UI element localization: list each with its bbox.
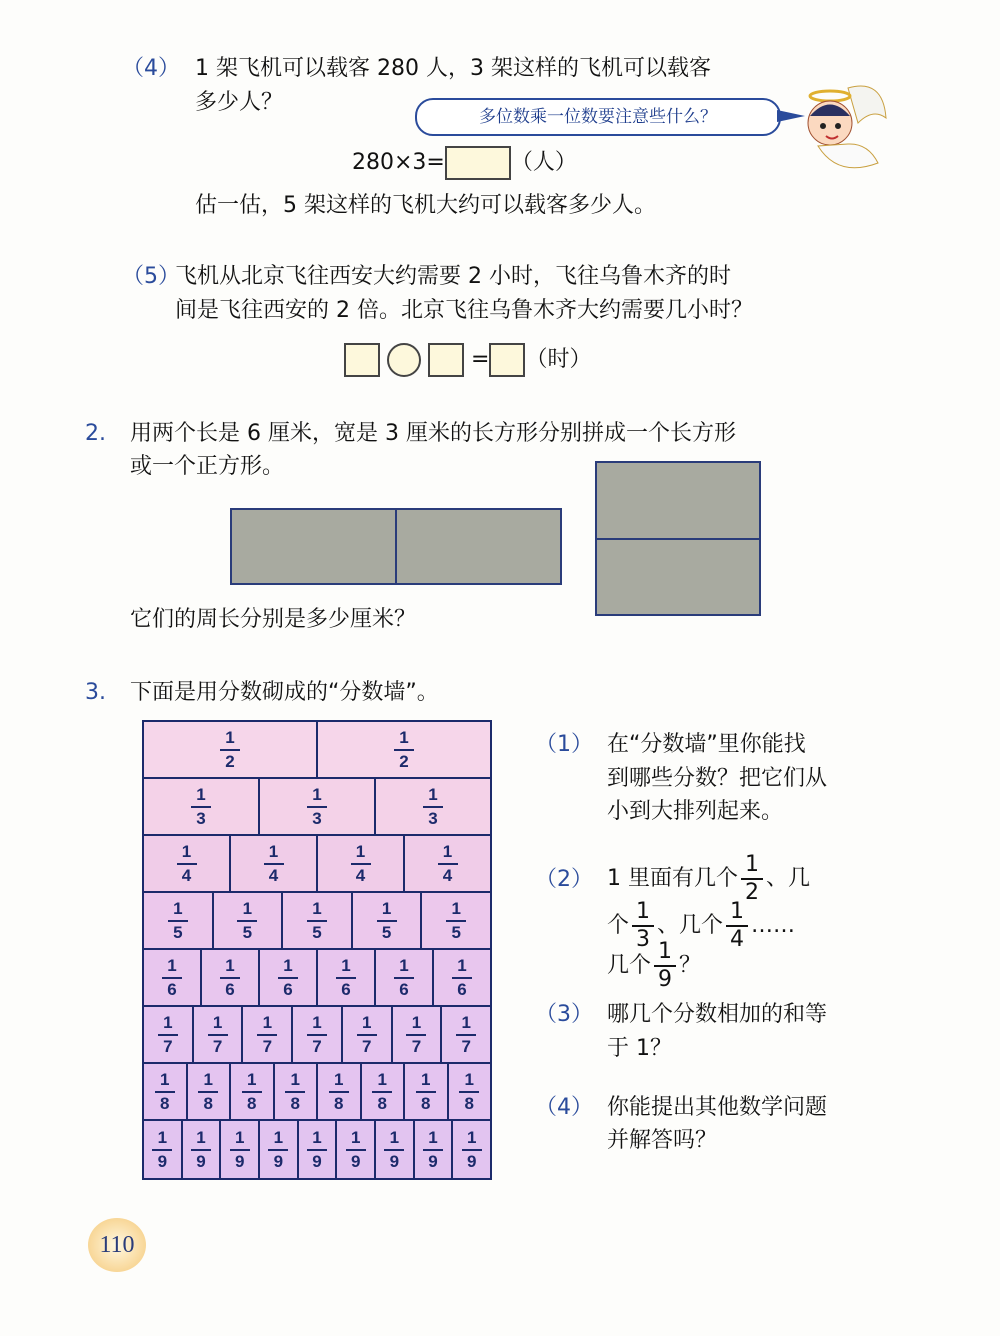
fraction-brick — [144, 836, 231, 891]
answer-box[interactable] — [344, 343, 380, 377]
fraction-brick — [144, 893, 214, 948]
fraction-brick — [144, 1121, 183, 1178]
fraction-brick — [318, 836, 405, 891]
denominator: 9 — [234, 1151, 245, 1171]
denominator: 2 — [745, 880, 759, 905]
rectangle-piece — [595, 461, 761, 540]
numerator: 1 — [181, 841, 192, 861]
fraction-wall-row — [144, 950, 490, 1007]
sub1-line: 在“分数墙”里你能找 — [607, 732, 806, 757]
denominator: 5 — [312, 922, 322, 942]
fraction-brick — [194, 1007, 244, 1062]
fraction-wall-row — [144, 779, 490, 836]
numerator: 1 — [283, 955, 293, 975]
p2-line1: 用两个长是 6 厘米，宽是 3 厘米的长方形分别拼成一个长方形 — [130, 421, 736, 446]
denominator: 4 — [355, 865, 366, 885]
numerator: 1 — [355, 841, 366, 861]
numerator: 1 — [312, 1012, 322, 1032]
denominator: 6 — [167, 979, 177, 999]
numerator: 1 — [196, 784, 206, 804]
numerator: 1 — [234, 1127, 245, 1147]
fraction — [654, 941, 676, 991]
fraction-brick — [221, 1121, 260, 1178]
q4-equation — [352, 146, 577, 180]
numerator: 1 — [312, 784, 322, 804]
numerator: 1 — [160, 1069, 170, 1089]
fraction-brick — [144, 722, 318, 777]
fraction-brick — [376, 779, 490, 834]
sub2-line — [607, 940, 701, 992]
numerator: 1 — [225, 727, 235, 747]
numerator: 1 — [167, 955, 177, 975]
denominator: 9 — [350, 1151, 361, 1171]
denominator: 9 — [658, 967, 673, 992]
q4-line2: 多少人？ — [195, 90, 284, 115]
denominator: 8 — [377, 1093, 387, 1113]
fraction-brick — [144, 779, 260, 834]
denominator: 8 — [247, 1093, 257, 1113]
equals-sign: = — [471, 347, 490, 372]
fraction-brick — [214, 893, 284, 948]
denominator: 9 — [157, 1151, 168, 1171]
numerator: 1 — [658, 939, 673, 964]
denominator: 4 — [181, 865, 192, 885]
denominator: 7 — [411, 1036, 422, 1056]
fraction-brick — [353, 893, 423, 948]
denominator: 5 — [173, 922, 183, 942]
denominator: 6 — [457, 979, 467, 999]
sub4-line: 并解答吗？ — [607, 1128, 718, 1153]
fraction-brick — [318, 1064, 362, 1119]
q4-estimate: 估一估，5 架这样的飞机大约可以载客多少人。 — [195, 193, 656, 218]
q5-equation — [344, 343, 591, 377]
numerator: 1 — [341, 955, 351, 975]
numerator: 1 — [377, 1069, 387, 1089]
sub2-text: 几个 — [607, 953, 652, 978]
fraction-wall-row — [144, 1064, 490, 1121]
sub1-line: 到哪些分数？把它们从 — [607, 766, 828, 791]
fraction-brick — [393, 1007, 443, 1062]
fraction-wall-row — [144, 893, 490, 950]
denominator: 8 — [203, 1093, 213, 1113]
hint-speech-bubble: 多位数乘一位数要注意些什么？ — [415, 98, 781, 136]
numerator: 1 — [636, 899, 651, 924]
denominator: 9 — [389, 1151, 400, 1171]
denominator: 3 — [312, 808, 322, 828]
sub2-text: 、几 — [766, 866, 811, 891]
denominator: 7 — [461, 1036, 471, 1056]
denominator: 5 — [381, 922, 392, 942]
sub2-text: 1 里面有几个 — [607, 866, 738, 891]
denominator: 2 — [225, 751, 235, 771]
angel-mascot-icon — [788, 78, 888, 178]
fraction — [741, 854, 763, 904]
fraction-brick — [449, 1064, 491, 1119]
rectangle-piece — [395, 508, 562, 585]
q4-line1: 1 架飞机可以载客 280 人，3 架这样的飞机可以载客 — [195, 56, 711, 81]
denominator: 4 — [730, 927, 745, 952]
numerator: 1 — [196, 1127, 206, 1147]
q4-equation-text: 280×3= — [352, 150, 445, 175]
numerator: 1 — [163, 1012, 173, 1032]
sub2-line — [607, 853, 810, 905]
fraction-brick — [318, 950, 376, 1005]
sub2-text: 个 — [607, 913, 630, 938]
sub2-label: （2） — [535, 867, 593, 892]
numerator: 1 — [411, 1012, 422, 1032]
numerator: 1 — [381, 898, 392, 918]
numerator: 1 — [312, 1127, 322, 1147]
denominator: 7 — [212, 1036, 223, 1056]
denominator: 8 — [290, 1093, 300, 1113]
numerator: 1 — [451, 898, 461, 918]
fraction-brick — [260, 779, 376, 834]
fraction-brick — [434, 950, 490, 1005]
denominator: 8 — [160, 1093, 170, 1113]
fraction-brick — [144, 1064, 188, 1119]
fraction-brick — [183, 1121, 222, 1178]
fraction-brick — [405, 1064, 449, 1119]
numerator: 1 — [745, 852, 759, 877]
denominator: 8 — [464, 1093, 474, 1113]
denominator: 5 — [242, 922, 253, 942]
denominator: 6 — [399, 979, 409, 999]
q5-unit: （时） — [525, 347, 592, 372]
denominator: 5 — [451, 922, 461, 942]
numerator: 1 — [247, 1069, 257, 1089]
sub1-label: （1） — [535, 732, 593, 757]
q5-line2: 间是飞往西安的 2 倍。北京飞往乌鲁木齐大约需要几小时？ — [175, 298, 753, 323]
numerator: 1 — [157, 1127, 168, 1147]
numerator: 1 — [461, 1012, 471, 1032]
denominator: 9 — [312, 1151, 322, 1171]
denominator: 3 — [636, 927, 651, 952]
p3-label: 3. — [85, 680, 106, 705]
numerator: 1 — [290, 1069, 300, 1089]
fraction-brick — [405, 836, 490, 891]
fraction-wall-row — [144, 722, 490, 779]
numerator: 1 — [457, 955, 467, 975]
numerator: 1 — [273, 1127, 284, 1147]
fraction-brick — [362, 1064, 406, 1119]
numerator: 1 — [421, 1069, 431, 1089]
denominator: 9 — [196, 1151, 206, 1171]
rectangle-piece — [595, 538, 761, 616]
denominator: 6 — [341, 979, 351, 999]
q4-unit: （人） — [510, 150, 577, 175]
sub4-line: 你能提出其他数学问题 — [607, 1095, 828, 1120]
fraction-brick — [415, 1121, 454, 1178]
denominator: 6 — [283, 979, 293, 999]
page-number: 110 — [88, 1218, 146, 1272]
denominator: 7 — [163, 1036, 173, 1056]
denominator: 9 — [273, 1151, 284, 1171]
sub3-label: （3） — [535, 1002, 593, 1027]
p2-label: 2. — [85, 421, 106, 446]
sub3-line: 于 1？ — [607, 1036, 672, 1061]
sub4-label: （4） — [535, 1095, 593, 1120]
denominator: 8 — [421, 1093, 431, 1113]
sub2-text: 、几个 — [657, 913, 724, 938]
fraction-brick — [442, 1007, 490, 1062]
numerator: 1 — [242, 898, 253, 918]
fraction-brick — [144, 950, 202, 1005]
numerator: 1 — [428, 784, 438, 804]
sub2-text: ？ — [679, 953, 702, 978]
fraction-brick — [260, 1121, 299, 1178]
numerator: 1 — [334, 1069, 344, 1089]
numerator: 1 — [203, 1069, 213, 1089]
fraction — [726, 901, 748, 951]
fraction-brick — [188, 1064, 232, 1119]
fraction-wall-row — [144, 1121, 490, 1178]
denominator: 4 — [442, 865, 453, 885]
fraction-brick — [337, 1121, 376, 1178]
p3-title: 下面是用分数砌成的“分数墙”。 — [130, 680, 439, 705]
q4-label: （4） — [122, 56, 180, 81]
fraction-brick — [376, 1121, 415, 1178]
numerator: 1 — [730, 899, 745, 924]
denominator: 3 — [428, 808, 438, 828]
p2-line2: 或一个正方形。 — [130, 454, 285, 479]
fraction-wall-row — [144, 1007, 490, 1064]
denominator: 8 — [334, 1093, 344, 1113]
fraction-brick — [243, 1007, 293, 1062]
denominator: 7 — [262, 1036, 273, 1056]
numerator: 1 — [389, 1127, 400, 1147]
operator-circle[interactable] — [387, 343, 421, 377]
denominator: 7 — [362, 1036, 372, 1056]
denominator: 2 — [399, 751, 409, 771]
numerator: 1 — [173, 898, 183, 918]
denominator: 9 — [428, 1151, 438, 1171]
fraction-brick — [343, 1007, 393, 1062]
fraction-brick — [318, 722, 490, 777]
fraction-brick — [144, 1007, 194, 1062]
answer-box[interactable] — [445, 146, 511, 180]
numerator: 1 — [464, 1069, 474, 1089]
fraction-wall-row — [144, 836, 490, 893]
fraction-wall — [142, 720, 492, 1180]
fraction-brick — [376, 950, 434, 1005]
sub3-line: 哪几个分数相加的和等 — [607, 1002, 828, 1027]
p2-question: 它们的周长分别是多少厘米？ — [130, 607, 417, 632]
numerator: 1 — [350, 1127, 361, 1147]
numerator: 1 — [442, 841, 453, 861]
denominator: 4 — [268, 865, 279, 885]
sub1-line: 小到大排列起来。 — [607, 799, 784, 824]
numerator: 1 — [268, 841, 279, 861]
q5-label: （5） — [122, 264, 180, 289]
denominator: 6 — [225, 979, 235, 999]
fraction-brick — [260, 950, 318, 1005]
numerator: 1 — [362, 1012, 372, 1032]
numerator: 1 — [212, 1012, 223, 1032]
answer-box[interactable] — [428, 343, 464, 377]
numerator: 1 — [428, 1127, 438, 1147]
fraction-brick — [275, 1064, 319, 1119]
denominator: 3 — [196, 808, 206, 828]
numerator: 1 — [225, 955, 235, 975]
numerator: 1 — [466, 1127, 477, 1147]
answer-box[interactable] — [489, 343, 525, 377]
sub2-text: …… — [751, 913, 796, 938]
numerator: 1 — [399, 727, 409, 747]
numerator: 1 — [399, 955, 409, 975]
denominator: 9 — [466, 1151, 477, 1171]
fraction-brick — [422, 893, 490, 948]
numerator: 1 — [312, 898, 322, 918]
fraction-brick — [202, 950, 260, 1005]
denominator: 7 — [312, 1036, 322, 1056]
fraction-brick — [283, 893, 353, 948]
fraction-brick — [293, 1007, 343, 1062]
q5-line1: 飞机从北京飞往西安大约需要 2 小时，飞往乌鲁木齐的时 — [175, 264, 731, 289]
fraction-brick — [453, 1121, 490, 1178]
fraction-brick — [299, 1121, 338, 1178]
fraction-brick — [231, 1064, 275, 1119]
rectangle-piece — [230, 508, 397, 585]
fraction-brick — [231, 836, 318, 891]
numerator: 1 — [262, 1012, 273, 1032]
